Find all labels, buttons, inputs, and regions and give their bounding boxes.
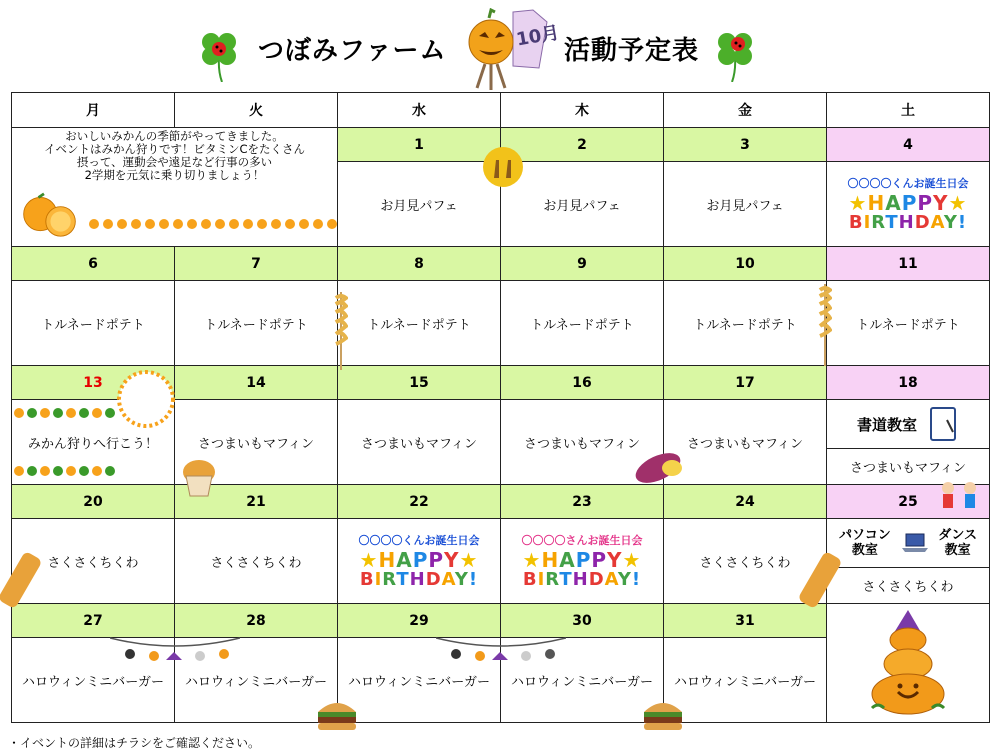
halloween-garland-icon <box>436 634 566 668</box>
birthday-name: 〇〇〇〇くんお誕生日会 <box>358 534 480 547</box>
day-number: 21 <box>175 485 338 519</box>
day-number: 2 <box>501 128 664 162</box>
birthday-name: 〇〇〇〇くんお誕生日会 <box>847 177 969 190</box>
pc-dance-class <box>827 519 989 568</box>
event-cell: トルネードポテト <box>827 281 990 366</box>
event-cell: さつまいもマフィン <box>664 400 827 485</box>
event-cell: ハロウィンミニバーガー <box>12 638 175 723</box>
day-number: 28 <box>175 604 338 638</box>
intro-message <box>12 128 337 182</box>
birthday-text: BIRTHDAY! <box>359 569 479 590</box>
laptop-icon <box>901 532 929 554</box>
month-badge: 10月 <box>514 22 561 51</box>
event-cell: トルネードポテト <box>338 281 501 366</box>
split-event-cell <box>827 400 990 485</box>
day-number: 9 <box>501 247 664 281</box>
birthday-name: 〇〇〇〇さんお誕生日会 <box>521 534 643 547</box>
halloween-garland-icon <box>110 634 240 668</box>
day-number: 25 <box>827 485 990 519</box>
day-number: 30 <box>501 604 664 638</box>
day-number-holiday: 13 <box>12 366 175 400</box>
birthday-banner <box>338 532 500 590</box>
weekday-wed: 水 <box>338 93 501 128</box>
moon-rabbit-icon <box>482 146 524 188</box>
event-cell: お月見パフェ <box>338 162 501 247</box>
title-farm-name: つぼみファーム <box>258 36 447 66</box>
week-4-day-row <box>12 485 990 519</box>
birthday-cell <box>827 162 990 247</box>
week-2-day-row <box>12 247 990 281</box>
birthday-banner <box>501 532 663 590</box>
happy-text: ★HAPPY★ <box>848 191 968 215</box>
event-cell: トルネードポテト <box>664 281 827 366</box>
day-number: 11 <box>827 247 990 281</box>
event-cell: トルネードポテト <box>501 281 664 366</box>
birthday-text: BIRTHDAY! <box>522 569 642 590</box>
day-number: 20 <box>12 485 175 519</box>
event-cell: お月見パフェ <box>664 162 827 247</box>
weekday-tue: 火 <box>175 93 338 128</box>
event-sub: さくさくちくわ <box>862 579 954 595</box>
orange-dots-decoration <box>89 219 337 229</box>
orange-ring-frame-icon <box>114 368 178 430</box>
day-number: 15 <box>338 366 501 400</box>
happy-text: ★HAPPY★ <box>522 548 642 572</box>
day-number: 14 <box>175 366 338 400</box>
weekday-mon: 月 <box>12 93 175 128</box>
weekday-sat: 土 <box>827 93 990 128</box>
day-number: 29 <box>338 604 501 638</box>
calligraphy-label: 書道教室 <box>856 415 917 434</box>
happy-text: ★HAPPY★ <box>359 548 479 572</box>
day-number: 27 <box>12 604 175 638</box>
weekday-fri: 金 <box>664 93 827 128</box>
orange-fruit-icon <box>20 188 79 242</box>
clover-ladybug-icon <box>712 26 758 82</box>
event-cell: さつまいもマフィン <box>175 400 338 485</box>
intro-line: おいしいみかんの季節がやってきました。 <box>65 129 284 143</box>
tornado-potato-icon <box>818 284 832 366</box>
day-number: 4 <box>827 128 990 162</box>
day-number: 22 <box>338 485 501 519</box>
birthday-text: BIRTHDAY! <box>848 212 968 233</box>
day-number: 16 <box>501 366 664 400</box>
day-number: 3 <box>664 128 827 162</box>
clover-ladybug-icon <box>196 26 242 82</box>
burger-icon <box>642 698 684 732</box>
intro-line: イベントはみかん狩りです！ビタミンCをたくさん <box>43 142 306 156</box>
event-cell: さつまいもマフィン <box>501 400 664 485</box>
day-number: 8 <box>338 247 501 281</box>
dance-class-label: ダンス 教室 <box>938 528 977 558</box>
event-cell: ハロウィンミニバーガー <box>338 638 501 723</box>
birthday-cell <box>338 519 501 604</box>
weekday-header-row <box>12 93 990 128</box>
chikuwa-icon <box>790 548 848 608</box>
day-number: 10 <box>664 247 827 281</box>
event-cell: さくさくちくわ <box>664 519 827 604</box>
birthday-cell <box>501 519 664 604</box>
weekday-thu: 木 <box>501 93 664 128</box>
orange-garland-bottom <box>14 466 174 476</box>
calligraphy-board-icon <box>929 406 959 442</box>
day-number: 23 <box>501 485 664 519</box>
event-cell: ハロウィンミニバーガー <box>664 638 827 723</box>
day-number: 6 <box>12 247 175 281</box>
kids-dancing-icon <box>936 480 984 522</box>
title-schedule: 活動予定表 <box>564 36 700 66</box>
event-cell: さくさくちくわ <box>12 519 175 604</box>
page-header <box>0 0 1000 92</box>
week-5-day-row <box>12 604 990 638</box>
day-number: 31 <box>664 604 827 638</box>
event-sub: さつまいもマフィン <box>850 460 966 476</box>
sweet-potato-icon <box>632 444 690 488</box>
event-cell: さくさくちくわ <box>175 519 338 604</box>
orange-garland-top <box>14 408 174 418</box>
split-event-cell <box>827 519 990 604</box>
week-2-event-row <box>12 281 990 366</box>
pumpkin-stack-cell <box>827 604 990 723</box>
event-cell: トルネードポテト <box>175 281 338 366</box>
event-cell: ハロウィンミニバーガー <box>501 638 664 723</box>
footnote: ・イベントの詳細はチラシをご確認ください。 <box>8 736 261 750</box>
day-number: 17 <box>664 366 827 400</box>
day-number: 1 <box>338 128 501 162</box>
birthday-banner <box>827 175 989 233</box>
tornado-potato-icon <box>334 292 348 370</box>
event-cell: お月見パフェ <box>501 162 664 247</box>
muffin-icon <box>180 458 218 498</box>
intro-line: 2学期を元気に乗り切りましょう！ <box>84 168 265 182</box>
day-number: 7 <box>175 247 338 281</box>
day-number: 24 <box>664 485 827 519</box>
calligraphy-class <box>827 400 989 449</box>
event-cell: みかん狩りへ行こう！ <box>12 400 175 485</box>
pc-class-label: パソコン 教室 <box>839 528 891 558</box>
day-number: 18 <box>827 366 990 400</box>
event-cell: さつまいもマフィン <box>338 400 501 485</box>
pumpkin-stack-icon <box>858 606 958 716</box>
event-cell: ハロウィンミニバーガー <box>175 638 338 723</box>
burger-icon <box>316 698 358 732</box>
chikuwa-icon <box>0 548 58 608</box>
intro-line: 摂って、運動会や遠足など行事の多い <box>76 155 273 169</box>
intro-message-cell <box>12 128 338 247</box>
event-cell: トルネードポテト <box>12 281 175 366</box>
